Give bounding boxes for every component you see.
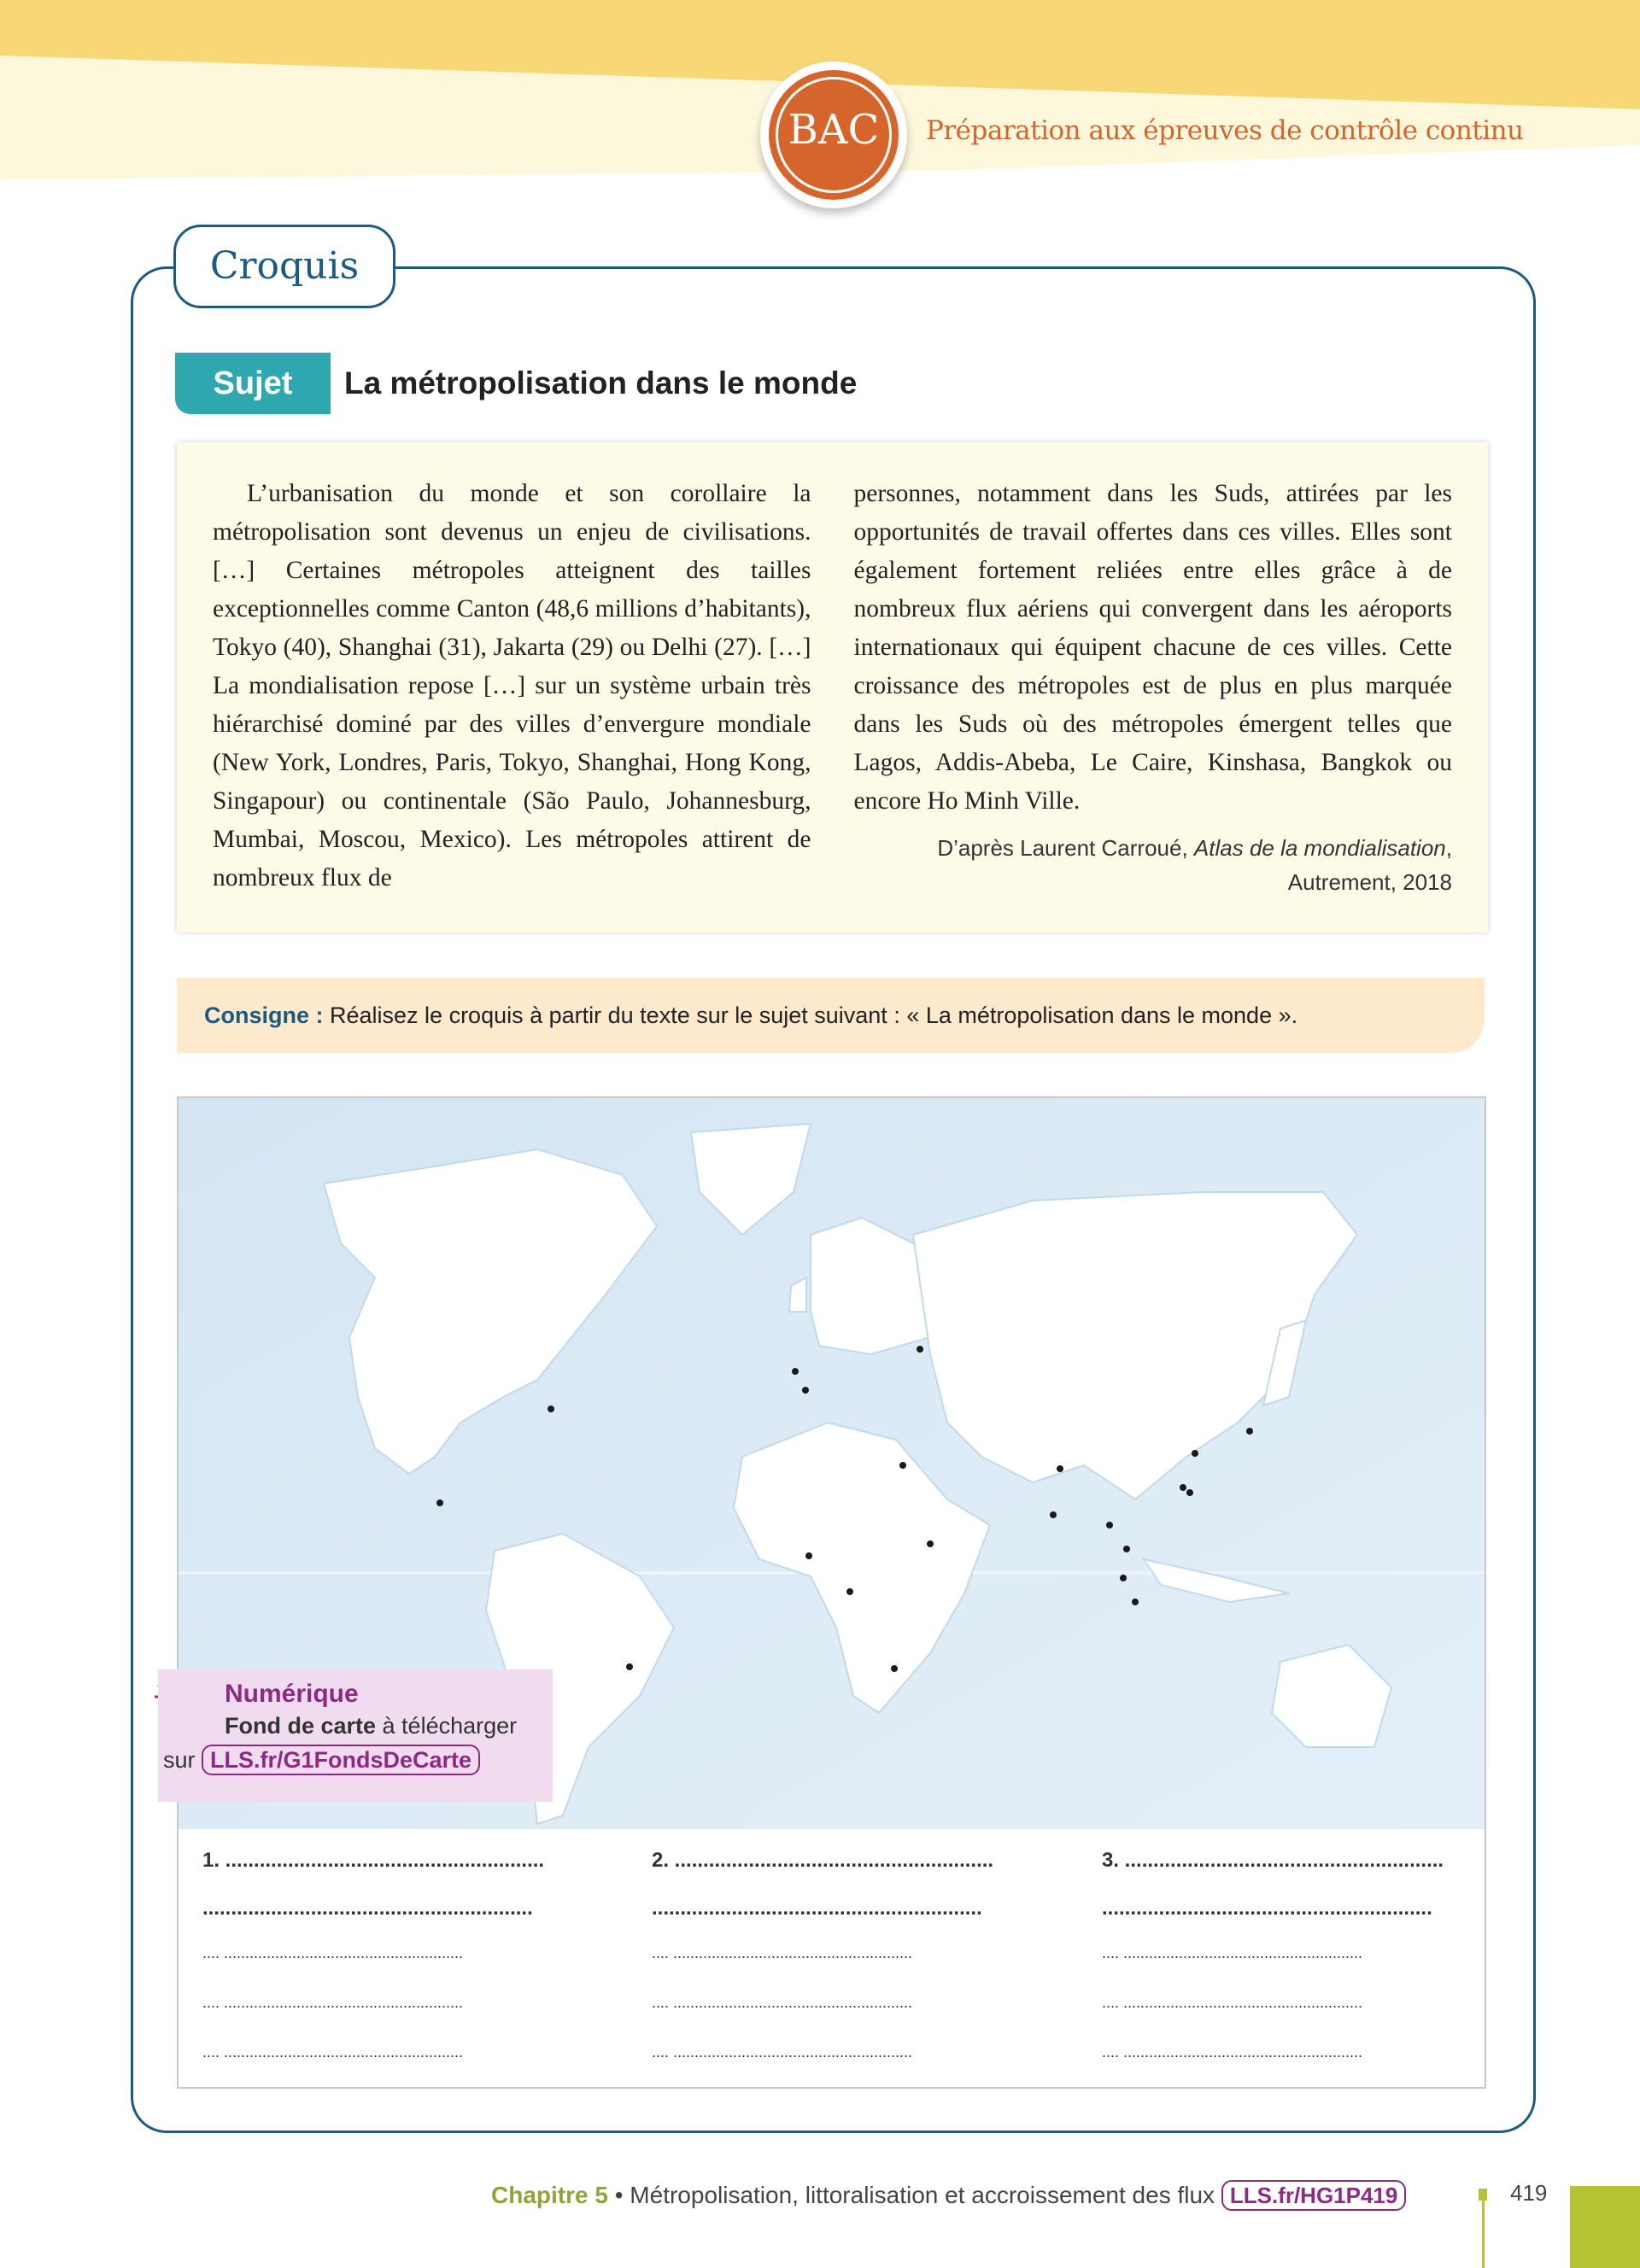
- source-title: Atlas de la mondialisation: [1193, 835, 1446, 861]
- legend-item[interactable]: .... ........................................................: [202, 1944, 464, 1961]
- legend-item[interactable]: .... ........................................................: [652, 2043, 913, 2060]
- legend-column-3: [1102, 1849, 1469, 2093]
- page-footer: [491, 2180, 1406, 2211]
- numerique-rest: à télécharger: [376, 1713, 518, 1739]
- consigne-box: [177, 978, 1485, 1053]
- bac-badge: [760, 61, 907, 208]
- numerique-line: [225, 1709, 553, 1743]
- text-column-2: [854, 475, 1453, 932]
- source-author: D’après Laurent Carroué,: [937, 835, 1194, 861]
- legend-column-1: [202, 1849, 570, 2093]
- legend-item[interactable]: .... ........................................................: [202, 2043, 464, 2060]
- legend-item[interactable]: .... ........................................................: [1102, 1944, 1363, 1961]
- legend-item[interactable]: .... ........................................................: [202, 1994, 464, 2011]
- source-text-box: [177, 442, 1488, 932]
- page-number: 419: [1510, 2180, 1548, 2206]
- numerique-title: Numérique: [225, 1680, 359, 1708]
- consigne-label: Consigne :: [204, 1002, 324, 1028]
- page-corner-tab: [1570, 2186, 1640, 2268]
- legend-line[interactable]: ..........................................................: [202, 1897, 533, 1920]
- chapter-label: Chapitre 5: [491, 2182, 608, 2208]
- numerique-bold: Fond de carte: [225, 1713, 377, 1739]
- subject-title: La métropolisation dans le monde: [344, 365, 858, 400]
- header-subtitle: Préparation aux épreuves de contrôle continu: [926, 115, 1524, 146]
- chapter-link[interactable]: LLS.fr/HG1P419: [1221, 2180, 1407, 2211]
- bac-label: BAC: [788, 106, 880, 154]
- legend-heading[interactable]: 1. ........................................................: [202, 1849, 545, 1872]
- legend-line[interactable]: ..........................................................: [652, 1897, 982, 1920]
- chapter-title: • Métropolisation, littoralisation et accroissement des flux: [607, 2182, 1221, 2208]
- sujet-badge: Sujet: [175, 353, 331, 414]
- numerique-link-line: [163, 1743, 553, 1777]
- footer-divider: [1482, 2199, 1485, 2268]
- legend-column-2: [652, 1849, 1019, 2093]
- numerique-prefix: sur: [163, 1747, 202, 1773]
- legend-item[interactable]: .... ........................................................: [1102, 2043, 1363, 2060]
- source-citation: [854, 831, 1453, 899]
- consigne-text: Réalisez le croquis à partir du texte sur le sujet suivant : « La métropolisation dans le monde ».: [323, 1002, 1298, 1028]
- legend-item[interactable]: .... ........................................................: [652, 1994, 913, 2011]
- fond-de-carte-link[interactable]: LLS.fr/G1FondsDeCarte: [202, 1745, 480, 1775]
- numerique-box: [158, 1669, 553, 1802]
- legend-item[interactable]: .... ........................................................: [652, 1944, 913, 1961]
- legend-line[interactable]: ..........................................................: [1102, 1897, 1432, 1920]
- text-column-1: L’urbanisation du monde et son corollaire la métropolisation sont devenus un enjeu de civilisations. […] Certaines métropoles atteignent des tailles exceptionnelles comme Canton (48,6 millions d’habitants), Tokyo (40), Shanghai (31), Jakarta (29) ou Delhi (27). […] La mondialisation repose […] sur un système urbain très hiérarchisé dominé par des villes d’envergure mondiale (New York, Londres, Paris, Tokyo, Shanghai, Hong Kong, Singapour) ou continentale (São Paulo, Johannesburg, Mumbai, Moscou, Mexico). Les métropoles attirent de nombreux flux de: [213, 480, 811, 891]
- legend-heading[interactable]: 3. ........................................................: [1102, 1849, 1444, 1872]
- text-column-2-body: personnes, notamment dans les Suds, attirées par les opportunités de travail offertes dans ces villes. Elles sont également fortement reliées entre elles grâce à de nombreux flux aériens qui convergent dans les aéroports internationaux qui équipent chacune de ces villes. Cette croissance des métropoles est de plus en plus marquée dans les Suds où des métropoles émergent telles que Lagos, Addis-Abeba, Le Caire, Kinshasa, Bangkok ou encore Ho Minh Ville.: [853, 480, 1452, 815]
- section-tab: Croquis: [173, 225, 395, 308]
- legend-item[interactable]: .... ........................................................: [1102, 1994, 1363, 2011]
- source-publisher: , Autrement, 2018: [1287, 835, 1452, 895]
- legend-heading[interactable]: 2. ........................................................: [652, 1849, 994, 1872]
